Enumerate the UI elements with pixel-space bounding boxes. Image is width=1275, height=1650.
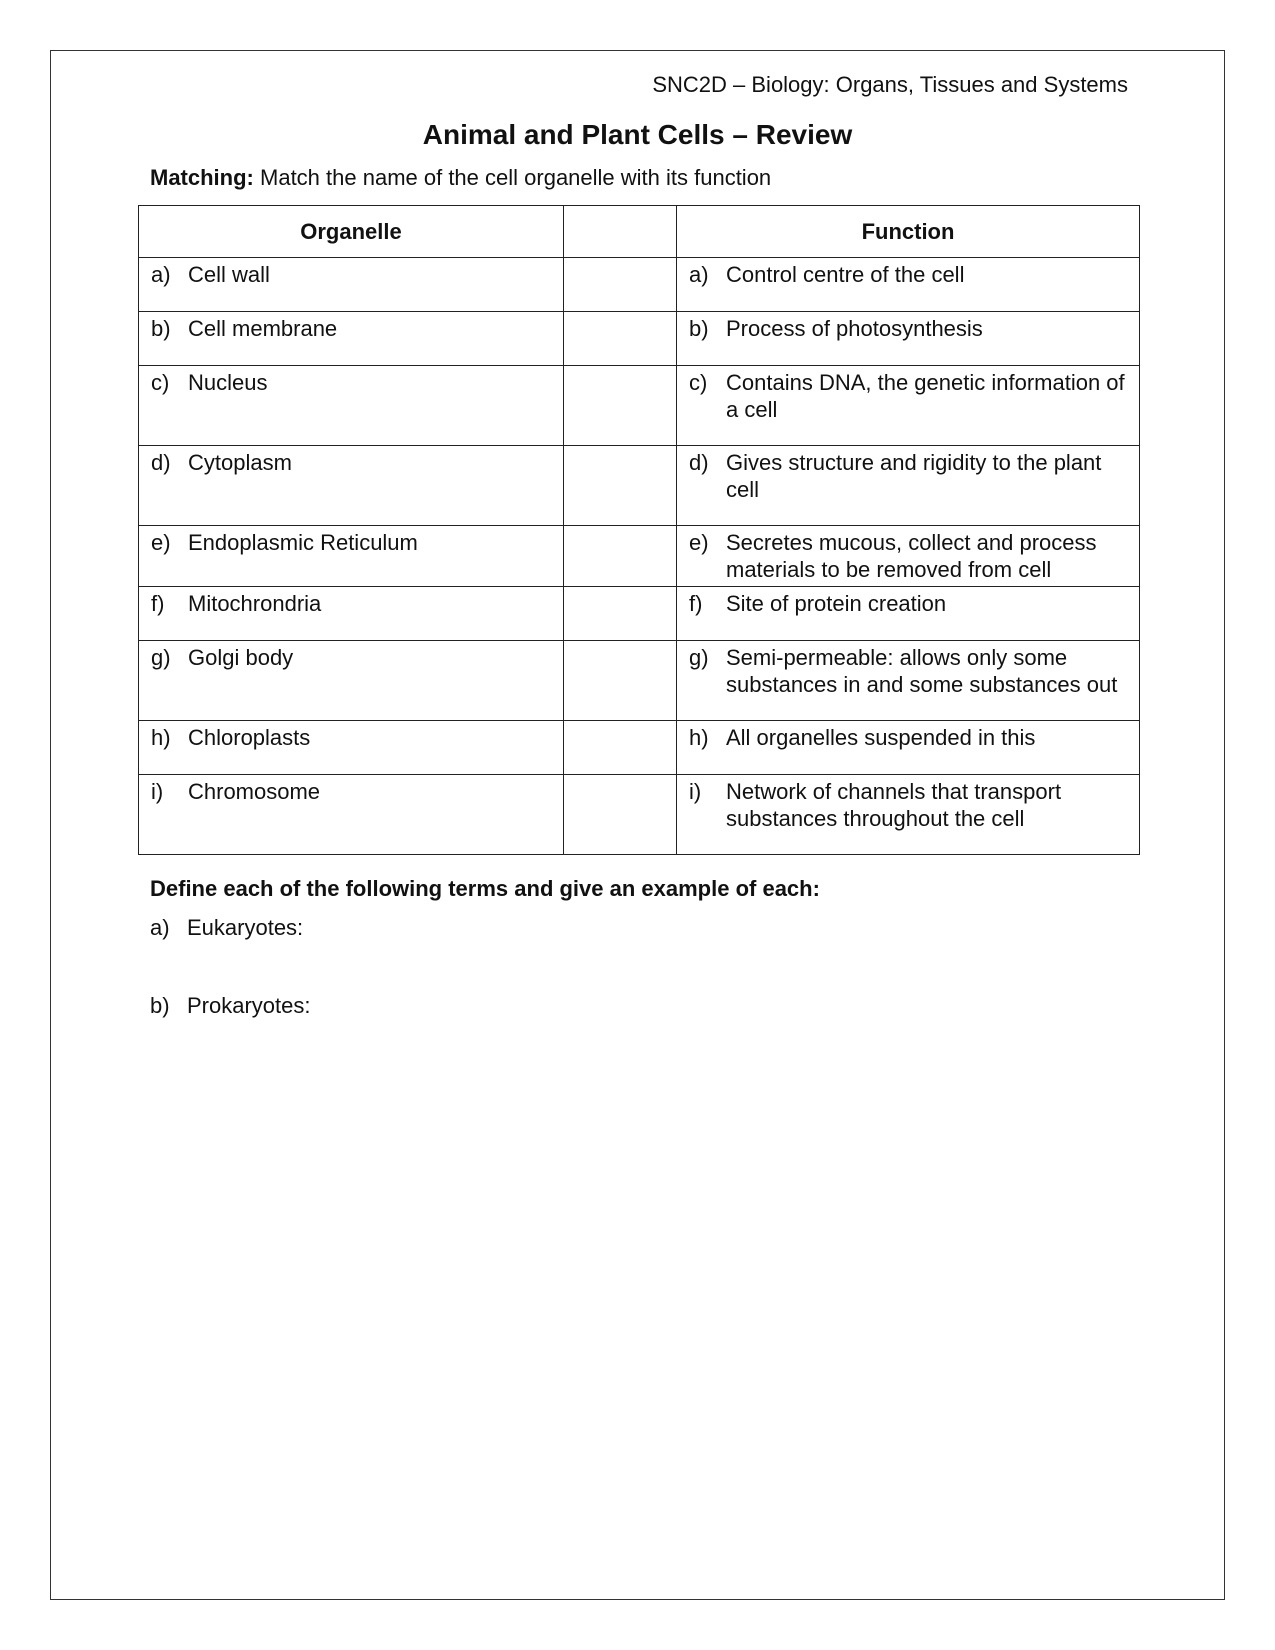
organelle-name: Mitochrondria (188, 591, 322, 616)
organelle-name: Nucleus (188, 370, 268, 395)
organelle-name: Endoplasmic Reticulum (188, 530, 418, 555)
answer-cell[interactable] (564, 258, 677, 312)
table-row (139, 775, 1140, 855)
function-text: Contains DNA, the genetic information of a cell (726, 370, 1125, 422)
function-letter: f) (689, 591, 703, 616)
organelle-cell (139, 775, 564, 855)
organelle-name: Golgi body (188, 645, 294, 670)
column-header-function: Function (677, 206, 1140, 258)
function-cell (677, 641, 1140, 721)
function-letter: h) (689, 725, 709, 750)
function-cell (677, 258, 1140, 312)
table-row (139, 721, 1140, 775)
function-text: Secretes mucous, collect and process materials to be removed from cell (726, 530, 1097, 582)
organelle-name: Cell wall (188, 262, 270, 287)
function-letter: b) (689, 316, 709, 341)
term-label: Eukaryotes: (187, 915, 304, 940)
table-row (139, 587, 1140, 641)
function-cell (677, 526, 1140, 587)
function-cell (677, 587, 1140, 641)
organelle-letter: b) (151, 316, 171, 341)
answer-cell[interactable] (564, 312, 677, 366)
table-row (139, 366, 1140, 446)
function-letter: e) (689, 530, 709, 555)
organelle-letter: h) (151, 725, 171, 750)
organelle-letter: e) (151, 530, 171, 555)
column-header-organelle: Organelle (139, 206, 564, 258)
organelle-letter: g) (151, 645, 171, 670)
organelle-cell (139, 312, 564, 366)
matching-instruction-text: Match the name of the cell organelle with its function (253, 165, 772, 190)
answer-cell[interactable] (564, 526, 677, 587)
organelle-cell (139, 641, 564, 721)
organelle-cell (139, 446, 564, 526)
function-cell (677, 366, 1140, 446)
function-text: Process of photosynthesis (726, 316, 983, 341)
matching-label: Matching: (150, 165, 254, 190)
organelle-cell (139, 587, 564, 641)
organelle-name: Cytoplasm (188, 450, 292, 475)
answer-cell[interactable] (564, 446, 677, 526)
organelle-name: Chromosome (188, 779, 321, 804)
table-row (139, 526, 1140, 587)
table-row (139, 641, 1140, 721)
function-letter: d) (689, 450, 709, 475)
function-text: Network of channels that transport substances throughout the cell (726, 779, 1062, 831)
function-cell (677, 446, 1140, 526)
function-text: Site of protein creation (726, 591, 947, 616)
answer-cell[interactable] (564, 721, 677, 775)
organelle-cell (139, 721, 564, 775)
table-header-row (139, 206, 1140, 258)
matching-instruction (150, 165, 771, 191)
organelle-cell (139, 526, 564, 587)
term-eukaryotes (150, 915, 303, 941)
organelle-name: Chloroplasts (188, 725, 311, 750)
answer-cell[interactable] (564, 641, 677, 721)
define-heading: Define each of the following terms and give an example of each: (150, 876, 820, 901)
term-letter: b) (150, 993, 170, 1018)
organelle-letter: a) (151, 262, 171, 287)
term-label: Prokaryotes: (187, 993, 311, 1018)
matching-table (138, 205, 1140, 855)
function-cell (677, 721, 1140, 775)
term-prokaryotes (150, 993, 311, 1019)
table-row (139, 446, 1140, 526)
organelle-name: Cell membrane (188, 316, 338, 341)
function-letter: i) (689, 779, 702, 804)
function-letter: c) (689, 370, 708, 395)
organelle-letter: d) (151, 450, 171, 475)
organelle-cell (139, 258, 564, 312)
page-title: Animal and Plant Cells – Review (422, 119, 853, 150)
term-letter: a) (150, 915, 170, 940)
function-text: Gives structure and rigidity to the plant cell (726, 450, 1102, 502)
function-cell (677, 775, 1140, 855)
course-header: SNC2D – Biology: Organs, Tissues and Systems (652, 72, 1128, 97)
organelle-letter: c) (151, 370, 170, 395)
function-text: All organelles suspended in this (726, 725, 1036, 750)
table-row (139, 312, 1140, 366)
function-letter: g) (689, 645, 709, 670)
answer-cell[interactable] (564, 587, 677, 641)
function-letter: a) (689, 262, 709, 287)
answer-cell[interactable] (564, 366, 677, 446)
organelle-letter: f) (151, 591, 165, 616)
function-text: Semi-permeable: allows only some substances in and some substances out (726, 645, 1118, 697)
function-text: Control centre of the cell (726, 262, 965, 287)
answer-cell[interactable] (564, 775, 677, 855)
organelle-letter: i) (151, 779, 164, 804)
table-row (139, 258, 1140, 312)
answer-column-header (564, 206, 677, 258)
organelle-cell (139, 366, 564, 446)
function-cell (677, 312, 1140, 366)
